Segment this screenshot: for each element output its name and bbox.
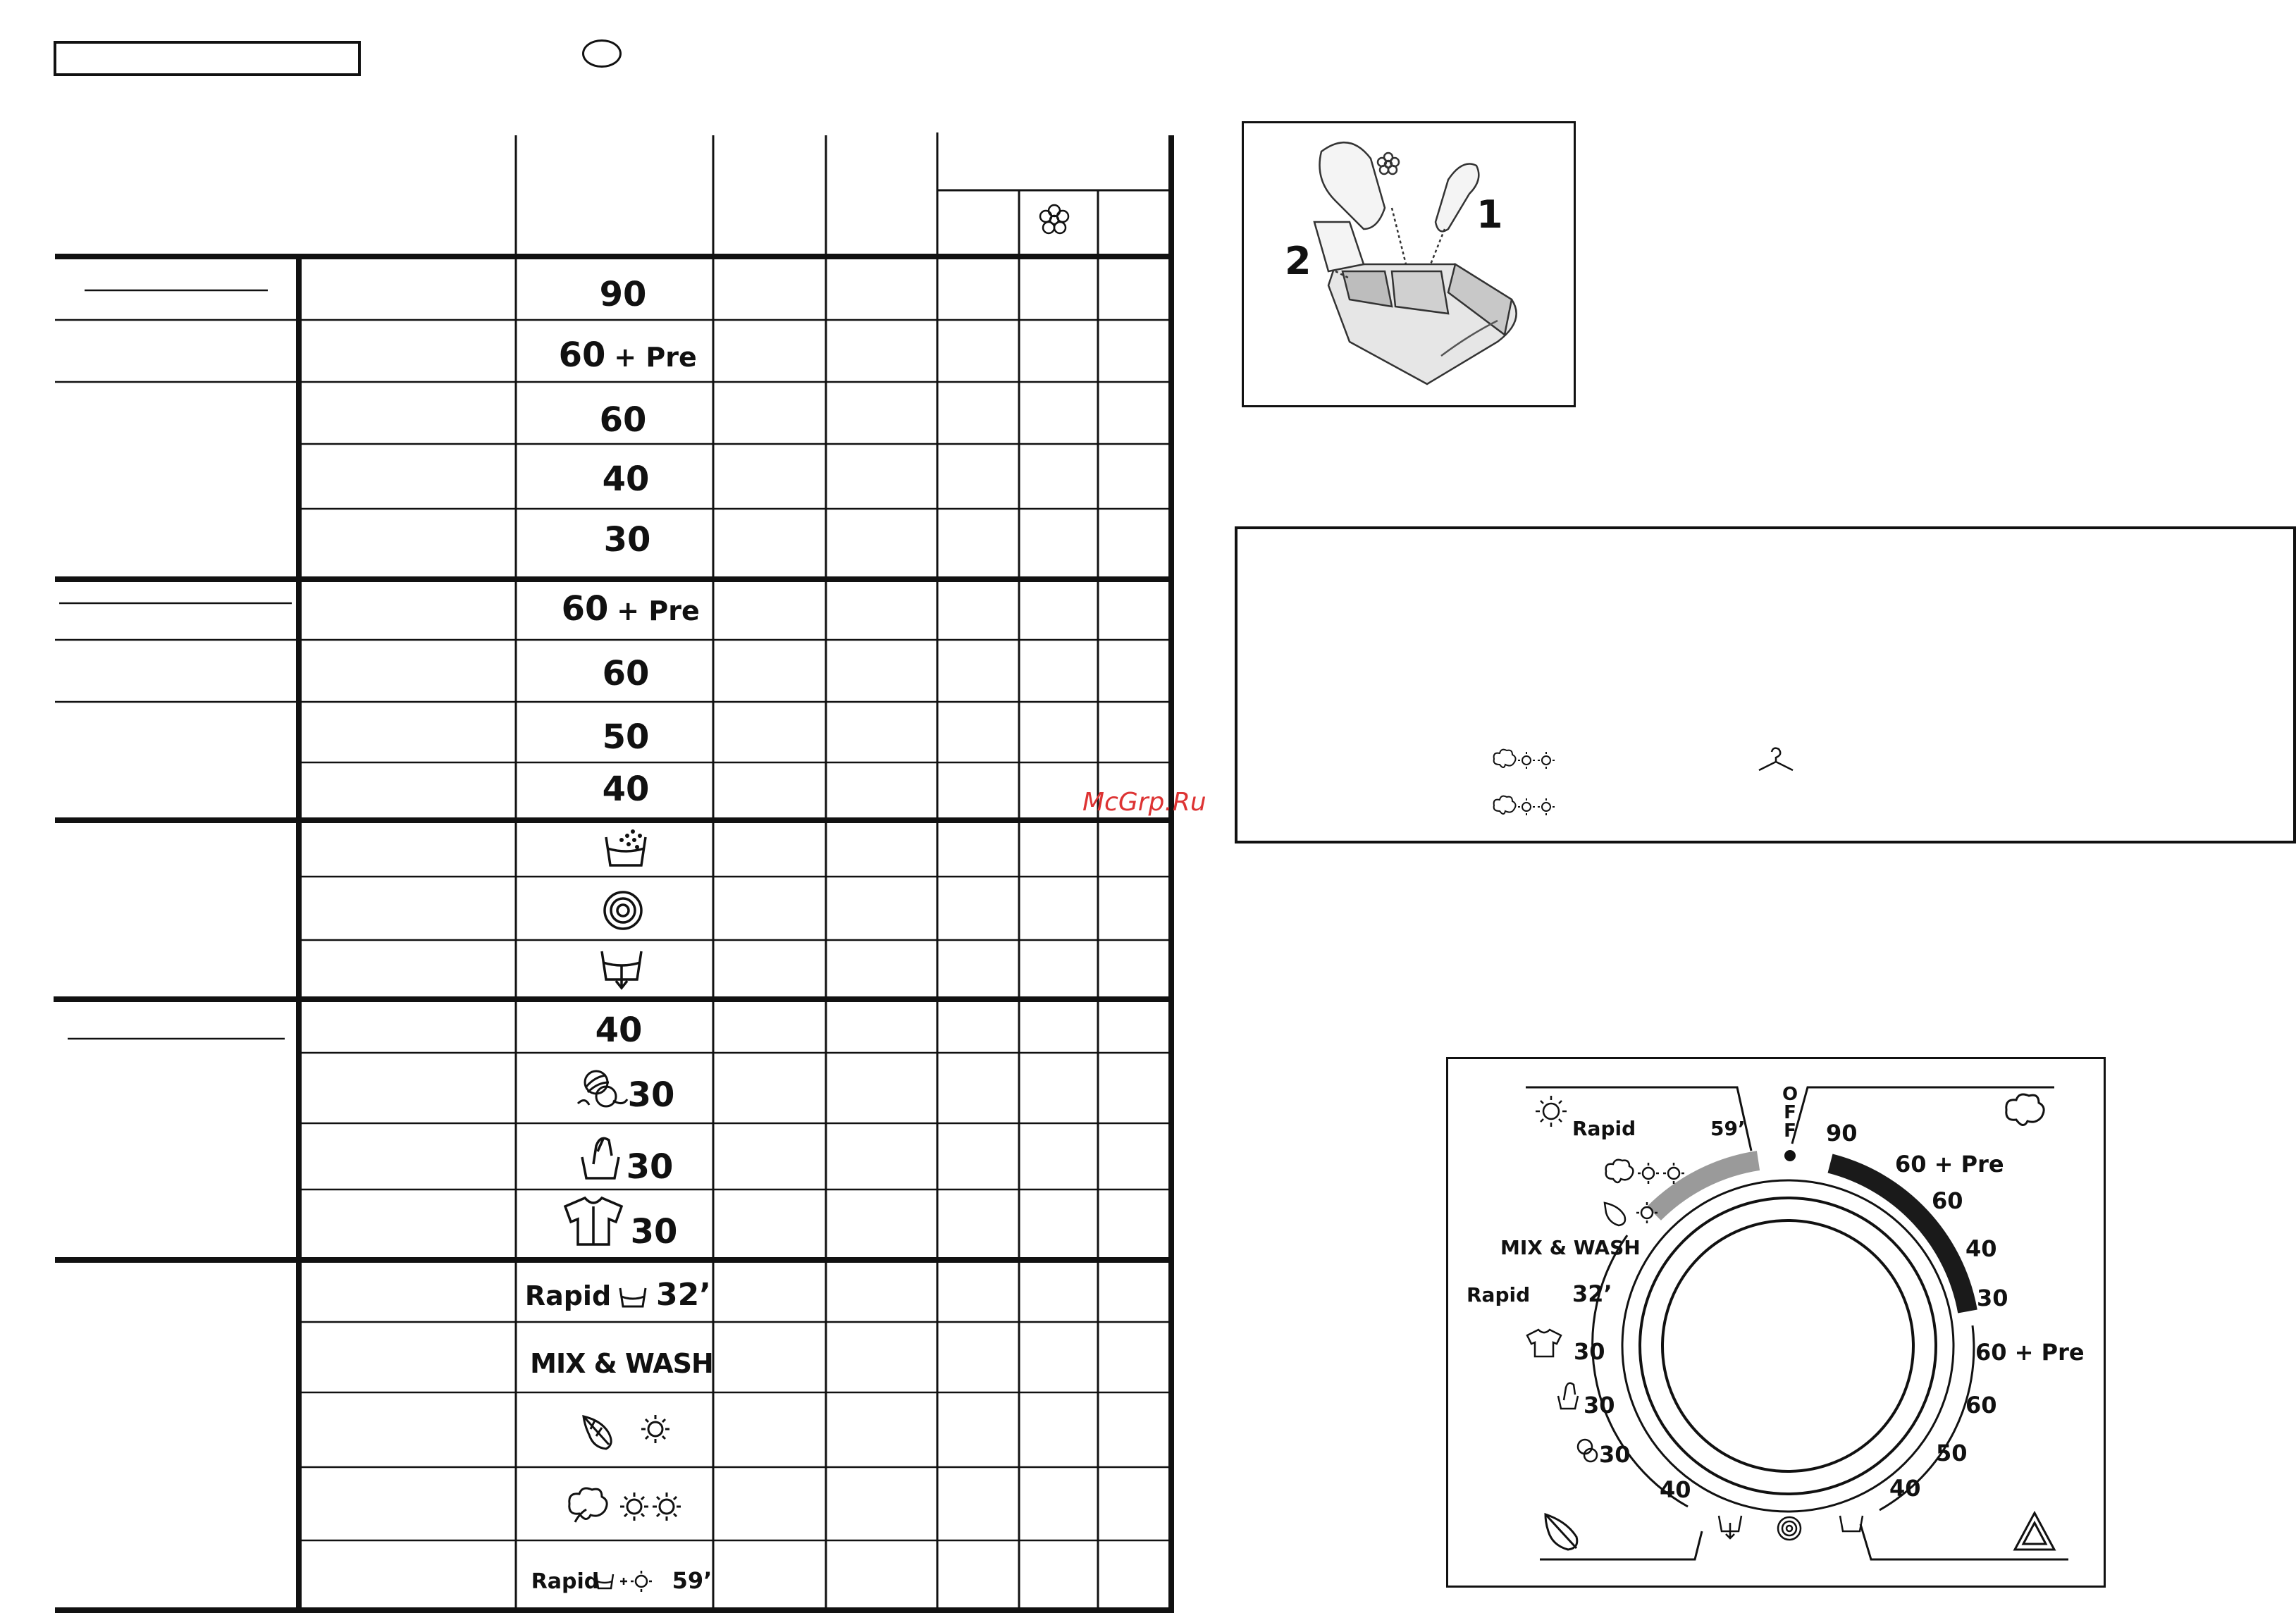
cotton-sun-sun-icon (569, 1488, 681, 1522)
prog-cotton-40: 40 (602, 459, 650, 499)
detergent-drawer-illustration (1242, 121, 1576, 407)
dial-label-40: 40 (1965, 1235, 1997, 1262)
programme-dial[interactable] (1448, 1059, 2104, 1586)
flower-icon (1040, 205, 1068, 233)
dial-label-rapid32: Rapid (1467, 1283, 1531, 1306)
prog-wool-30: 30 (627, 1075, 675, 1115)
prog-cotton-60: 60 (599, 400, 647, 440)
prog-synth-60: 60 (602, 654, 650, 693)
prog-handwash-30: 30 (626, 1147, 674, 1187)
prog-synth-60pre-suffix: + Pre (617, 595, 700, 626)
tub-icon (620, 1288, 646, 1306)
prog-cotton-30: 30 (603, 520, 651, 560)
shirt-icon-dial (1527, 1330, 1561, 1356)
note-box (1235, 526, 2296, 843)
drain-icon-dial (1719, 1516, 1741, 1538)
prog-synth-50: 50 (602, 717, 650, 757)
wool-icon (578, 1071, 627, 1106)
wool-icon-dial (1578, 1440, 1597, 1461)
prog-synth-40: 40 (602, 770, 650, 809)
prog-rapid-label: Rapid (524, 1280, 612, 1311)
dial-label-s60pre: 60 + Pre (1975, 1339, 2085, 1366)
dial-off-f2: F (1784, 1120, 1796, 1142)
tub-plus-sun-icon (596, 1571, 652, 1592)
cotton-sun-sun-icon-dial (1606, 1160, 1684, 1184)
dial-label-rapid59: Rapid (1572, 1117, 1636, 1140)
dial-label-30: 30 (1977, 1285, 2008, 1311)
handwash-icon (582, 1138, 619, 1178)
dial-label-mixwash: MIX & WASH (1500, 1236, 1641, 1259)
sun-icon (1536, 1096, 1567, 1127)
prog-rapid-32: 32’ (656, 1277, 711, 1313)
watermark: McGrp.Ru (1082, 788, 1206, 817)
cotton-sun-sun-icon (1494, 750, 1555, 769)
synthetics-triangle-icon (2015, 1513, 2054, 1550)
dial-label-40-left: 40 (1660, 1476, 1691, 1503)
prog-mix-wash: MIX & WASH (530, 1348, 713, 1379)
drawer-drawing (1244, 123, 1574, 405)
dial-label-32: 32’ (1572, 1280, 1612, 1307)
prog-delicate-40: 40 (595, 1011, 643, 1050)
cotton-icon (2006, 1094, 2044, 1125)
dial-label-s40: 40 (1889, 1475, 1921, 1502)
dial-label-hand30: 30 (1584, 1392, 1615, 1419)
dial-label-shirt30: 30 (1574, 1338, 1605, 1365)
feather-sun-icon (584, 1415, 669, 1449)
compartment-2-label: 2 (1285, 239, 1311, 283)
prog-rapid59-label: Rapid (531, 1569, 600, 1594)
dial-label-wool30: 30 (1599, 1441, 1631, 1468)
spin-icon (605, 892, 641, 929)
handwash-icon-dial (1558, 1383, 1578, 1409)
dial-off-f1: F (1784, 1102, 1796, 1123)
cotton-sun-sun-icon-2 (1494, 796, 1555, 815)
drain-icon (602, 951, 641, 988)
prog-cotton-60pre-temp: 60 (558, 335, 606, 375)
spin-icon-dial (1778, 1517, 1801, 1540)
programme-dial-panel (1446, 1057, 2106, 1588)
shirt-icon (565, 1198, 622, 1244)
dial-label-60pre: 60 + Pre (1895, 1151, 2004, 1178)
prog-rapid-59: 59’ (672, 1567, 712, 1594)
dial-label-90: 90 (1826, 1120, 1858, 1147)
dial-off-o: O (1782, 1084, 1798, 1105)
dial-label-60: 60 (1932, 1187, 1963, 1214)
prog-synth-60pre-temp: 60 (561, 589, 609, 629)
hanger-icon (1759, 748, 1793, 770)
rinse-icon-dial (1840, 1516, 1863, 1531)
feather-icon (1545, 1514, 1577, 1550)
prog-cotton-60pre-suffix: + Pre (614, 342, 697, 373)
prog-shirt-30: 30 (630, 1212, 678, 1252)
dial-label-59: 59’ (1710, 1117, 1746, 1140)
compartment-1-label: 1 (1476, 192, 1503, 237)
dial-label-s60: 60 (1965, 1392, 1997, 1419)
dial-label-s50: 50 (1936, 1440, 1968, 1466)
rinse-icon (606, 829, 646, 865)
prog-cotton-90: 90 (599, 275, 647, 314)
note-icons (1238, 529, 2295, 842)
